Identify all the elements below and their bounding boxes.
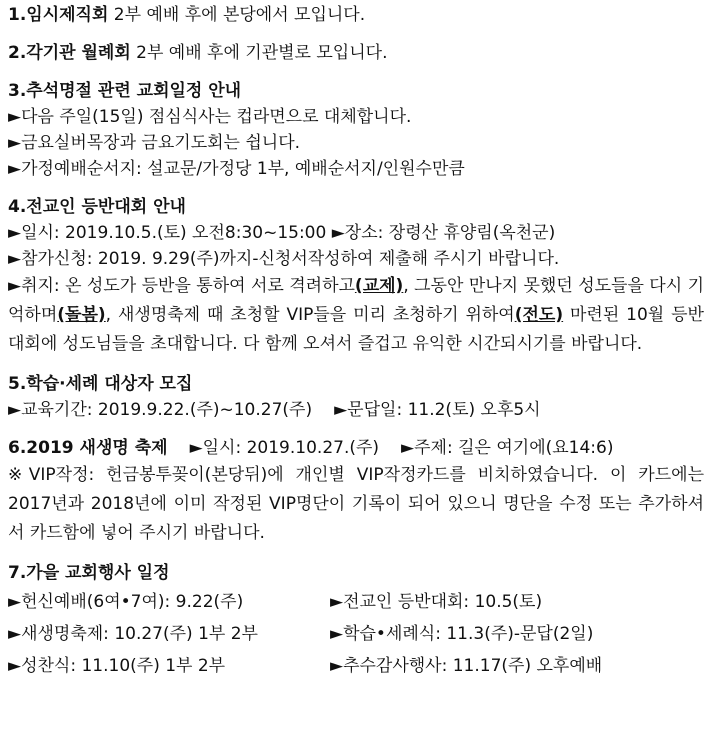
purpose-text: 마련된 10월 등반대회에 성도님들을 초대합니다. 다 함께 오셔서 즐겁고 유익한 시간되시기를 바랍니다. (8, 305, 704, 354)
section-5-qa: ►문답일: 11.2(토) 오후5시 (334, 400, 541, 420)
section-2-title: 2.각기관 월례회 (8, 43, 131, 63)
purpose-keyword: (교제) (354, 276, 404, 296)
section-6-theme: ►주제: 길은 여기에(요14:6) (401, 438, 614, 458)
section-4-apply: ►참가신청: 2019. 9.29(주)까지-신청서작성하여 제출해 주시기 바랍니다. (8, 249, 560, 269)
section-7-schedule (8, 586, 704, 682)
section-6-line (8, 435, 704, 461)
schedule-item: ►학습•세례식: 11.3(주)-문답(2일) (330, 624, 594, 644)
purpose-text: , 그동안 만나지 못했던 성도들을 다시 기억하며 (8, 276, 704, 325)
section-6-title: 6.2019 새생명 축제 (8, 438, 168, 458)
section-1-title: 1.임시제직회 (8, 5, 109, 25)
section-5-title: 5.학습·세례 대상자 모집 (8, 374, 193, 394)
section-3-title: 3.추석명절 관련 교회일정 안내 (8, 81, 242, 101)
section-6-date: ►일시: 2019.10.27.(주) (189, 438, 380, 458)
section-3-item: ►가정예배순서지: 설교문/가정당 1부, 예배순서지/인원수만큼 (8, 159, 465, 179)
section-4-date: ►일시: 2019.10.5.(토) 오전8:30~15:00 ►장소: 장령산 휴양림(옥천군) (8, 223, 556, 243)
section-2 (8, 40, 704, 66)
purpose-text: , 새생명축제 때 초청할 VIP들을 미리 초청하기 위하여 (105, 305, 515, 325)
section-4-title: 4.전교인 등반대회 안내 (8, 197, 186, 217)
section-5-edu: ►교육기간: 2019.9.22.(주)~10.27(주) (8, 400, 313, 420)
section-7-title: 7.가을 교회행사 일정 (8, 563, 170, 583)
section-1 (8, 2, 704, 28)
purpose-text: ►취지: 온 성도가 등반을 통하여 서로 격려하고 (8, 276, 355, 296)
section-2-text: 2부 예배 후에 기관별로 모입니다. (130, 43, 388, 63)
schedule-item: ►전교인 등반대회: 10.5(토) (330, 592, 543, 612)
section-1-text: 2부 예배 후에 본당에서 모입니다. (108, 5, 366, 25)
schedule-item: ►새생명축제: 10.27(주) 1부 2부 (8, 624, 258, 644)
section-6-vip: ※VIP작정: 헌금봉투꽂이(본당뒤)에 개인별 VIP작정카드를 비치하였습니다. 이 카드에는 2017년과 2018년에 이미 작정된 VIP명단이 기록이 되어 있으니 명단을 수정 또는 추가하셔서 카드함에 넣어 주시기 바랍니다. (8, 465, 704, 543)
section-3-item: ►다음 주일(15일) 점심식사는 컵라면으로 대체합니다. (8, 107, 412, 127)
purpose-keyword: (전도) (514, 305, 564, 325)
section-3-item: ►금요실버목장과 금요기도회는 쉽니다. (8, 133, 301, 153)
schedule-item: ►성찬식: 11.10(주) 1부 2부 (8, 656, 226, 676)
section-5-line (8, 397, 704, 423)
schedule-item: ►헌신예배(6여•7여): 9.22(주) (8, 592, 244, 612)
purpose-keyword: (돌봄) (57, 305, 106, 325)
schedule-item: ►추수감사행사: 11.17(주) 오후예배 (330, 656, 603, 676)
section-4-purpose (8, 272, 704, 359)
